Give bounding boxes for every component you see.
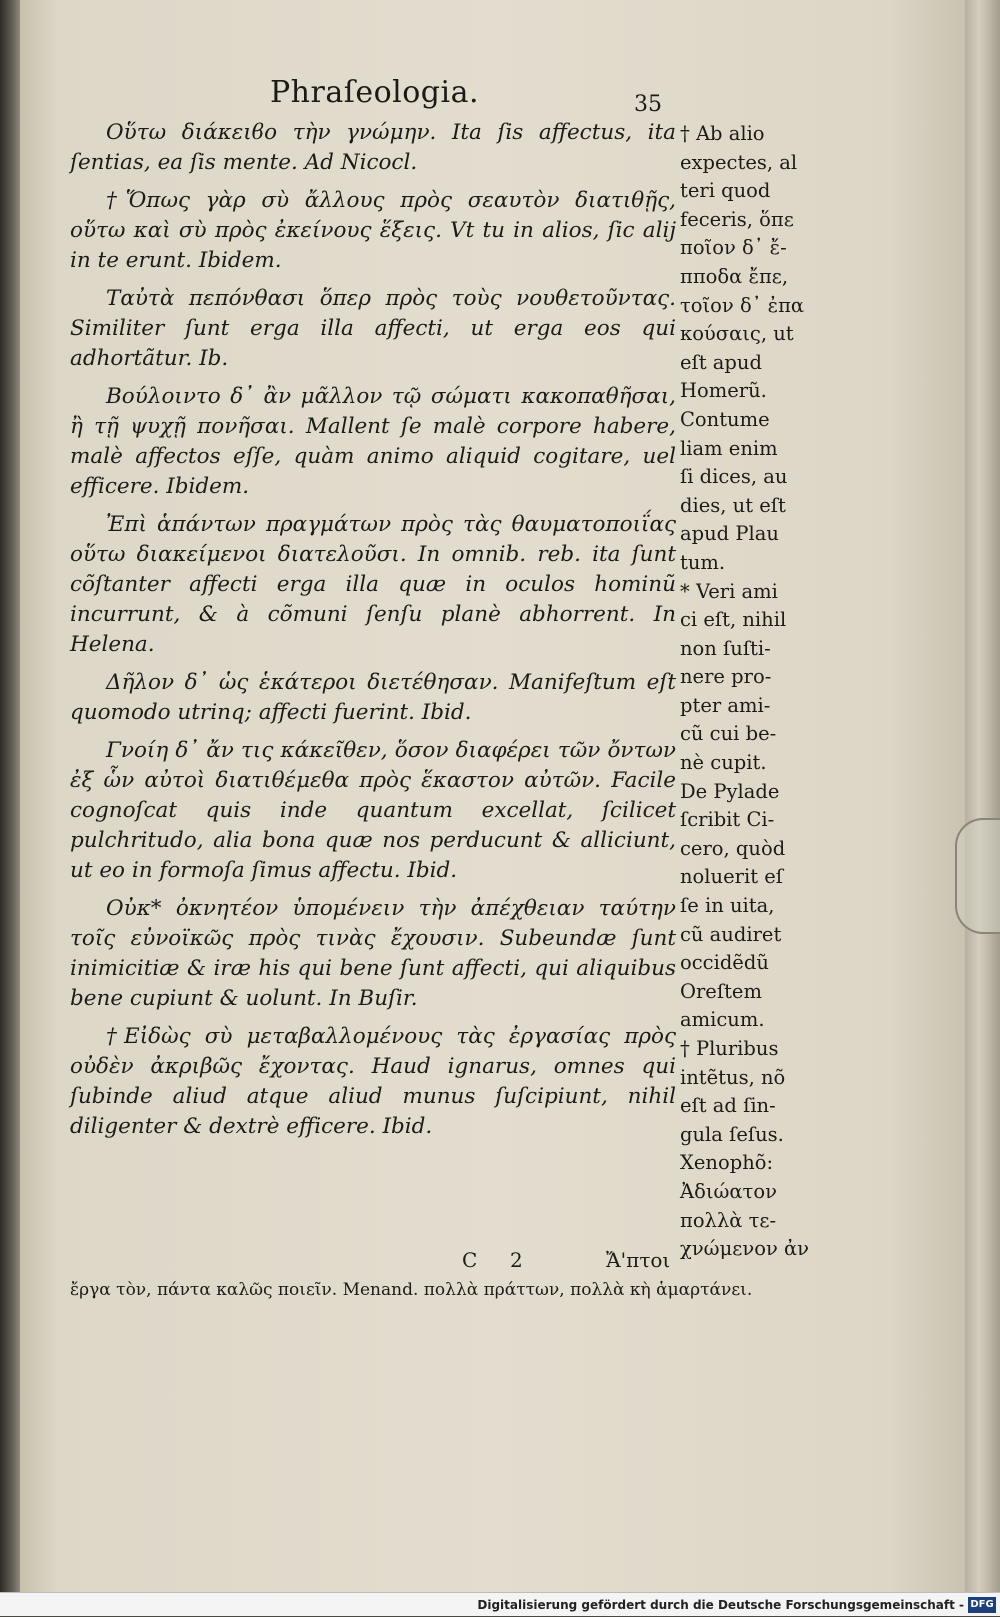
phrase-entry: Δῆλον δ᾽ ὡς ἑκάτεροι διετέθησαν. Manifeſtum eſt quomodo utrinq; affecti fuerint. Ibid.: [70, 670, 676, 725]
margin-line: τοῖον δ᾽ ἐπα: [680, 293, 805, 317]
digitization-footer: [0, 1592, 1000, 1616]
margin-line: ci eſt, nihil: [680, 608, 787, 632]
margin-line: Ἀδιώατον: [680, 1179, 777, 1203]
phrase-entry: Ταὐτὰ πεπόνθασι ὅπερ πρὸς τοὺς νουθετοῦντας. Similiter ſunt erga illa affecti, ut erga eos qui adhortãtur. Ib.: [70, 286, 676, 371]
margin-line: cũ audiret: [680, 922, 782, 946]
margin-line: πποδα ἔπε,: [680, 264, 789, 288]
margin-line: amicum.: [680, 1008, 765, 1032]
margin-line: † Pluribus: [680, 1037, 779, 1060]
margin-line: dies, ut eſt: [680, 493, 786, 517]
margin-line: Contume: [680, 407, 770, 431]
phrase-entry: Ἐπὶ ἁπάντων πραγμάτων πρὸς τὰς θαυματοποιΐας οὕτω διακείμενοι διατελοῦσι. In omnib. reb. ita ſunt cõſtanter affecti erga illa quæ in oculos hominũ incurrunt, & à cõmuni ſenſu planè abhorrent. In Helena.: [70, 512, 676, 657]
margin-line: occidẽdũ: [680, 951, 769, 975]
margin-line: noluerit eſ: [680, 865, 783, 889]
margin-line: nè cupit.: [680, 751, 767, 775]
margin-line: ſe in uita,: [680, 894, 775, 918]
margin-line: liam enim: [680, 436, 778, 460]
page-number: 35: [634, 92, 662, 117]
footer-credit: Digitalisierung gefördert durch die Deutsche Forschungsgemeinschaft -: [477, 1598, 964, 1612]
margin-line: Xenophõ:: [680, 1151, 774, 1175]
margin-line: apud Plau: [680, 522, 779, 546]
margin-line: pter ami-: [680, 693, 771, 717]
margin-line: πολλὰ τε-: [680, 1208, 777, 1232]
phrase-entry: Οὕτω διάκειϐο τὴν γνώμην. Ita ſis affectus, ita ſentias, ea ſis mente. Ad Nicocl.: [70, 120, 676, 175]
margin-line: eſt ad ſin-: [680, 1094, 776, 1118]
margin-line: feceris, ὅπε: [680, 207, 794, 231]
phrase-entry: Γνοίη δ᾽ ἄν τις κάκεῖθεν, ὅσον διαφέρει τῶν ὄντων ἐξ ὧν αὐτοὶ διατιθέμεθα πρὸς ἕκαστον αὐτῶν. Facile cognoſcat quis inde quantum excellat, ſcilicet pulchritudo, alia bona quæ nos perducunt & alliciunt, ut eo in formoſa ſimus affectu. Ibid.: [70, 738, 676, 883]
margin-line: De Pylade: [680, 779, 780, 803]
margin-line: κούσαις, ut: [680, 322, 794, 346]
margin-line: ſcribit Ci-: [680, 808, 775, 832]
signature-number: 2: [510, 1248, 523, 1272]
main-text-column: [70, 118, 676, 1150]
margin-line: Homerũ.: [680, 379, 767, 403]
book-spine: [0, 0, 20, 1616]
margin-line: tum.: [680, 550, 726, 574]
margin-line: expectes, al: [680, 150, 798, 174]
margin-line: teri quod: [680, 179, 771, 203]
phrase-entry: Βούλοιντο δ᾽ ἂν μᾶλλον τῷ σώματι κακοπαθῆσαι, ἢ τῇ ψυχῇ πονῆσαι. Mallent ſe malè corpore habere, malè affectos eſſe, quàm animo aliquid cogitare, uel efficere. Ibidem.: [70, 384, 676, 499]
margin-line: ποῖον δ᾽ ἔ-: [680, 236, 787, 260]
margin-line: non ſuſti-: [680, 636, 771, 660]
phrase-entry: Οὐκ* ὀκνητέον ὑπομένειν τὴν ἀπέχθειαν ταύτην τοῖς εὐνοϊκῶς πρὸς τινὰς ἔχουσιν. Subeundæ ſunt inimicitiæ & iræ his qui bene ſunt affecti, qui aliquibus bene cupiunt & uolunt. In Buſir.: [70, 896, 676, 1011]
marginal-notes: [680, 120, 810, 1264]
phrase-entry: †Εἰδὼς σὺ μεταβαλλομένους τὰς ἐργασίας πρὸς οὐδὲν ἀκριβῶς ἔχοντας. Haud ignarus, omnes qui ſubinde aliud atque aliud munus ſuſcipiunt, nihil diligenter & dextrè efficere. Ibid.: [70, 1024, 676, 1139]
dfg-logo-badge: DFG: [968, 1597, 996, 1613]
margin-line: intẽtus, nõ: [680, 1065, 786, 1089]
margin-line: * Veri ami: [680, 579, 778, 603]
margin-line: ſi dices, au: [680, 465, 788, 489]
page-clip: [955, 818, 1000, 934]
phrase-entry: †Ὅπως γὰρ σὺ ἄλλους πρὸς σεαυτὸν διατιθῇς, οὕτω καὶ σὺ πρὸς ἐκείνους ἕξεις. Vt tu in alios, ſic alij in te erunt. Ibidem.: [70, 188, 676, 273]
catchword: Ἄ'πτοι: [606, 1248, 671, 1272]
bottom-note: ἔργα τὸν, πάντα καλῶς ποιεῖν. Menand. πολλὰ πράττων, πολλὰ κὴ ἁμαρτάνει.: [70, 1280, 753, 1300]
margin-line: nere pro-: [680, 665, 772, 689]
margin-line: † Ab alio: [680, 122, 765, 145]
signature-mark: C: [462, 1248, 478, 1272]
page-edge: [965, 0, 1000, 1592]
margin-line: gula ſeſus.: [680, 1122, 784, 1146]
margin-line: cũ cui be-: [680, 722, 777, 746]
margin-line: Oreſtem: [680, 979, 762, 1003]
margin-line: eſt apud: [680, 350, 762, 374]
margin-line: χνώμενον ἀν: [680, 1237, 810, 1261]
margin-line: cero, quòd: [680, 836, 786, 860]
running-title: Phraſeologia.: [270, 75, 480, 110]
